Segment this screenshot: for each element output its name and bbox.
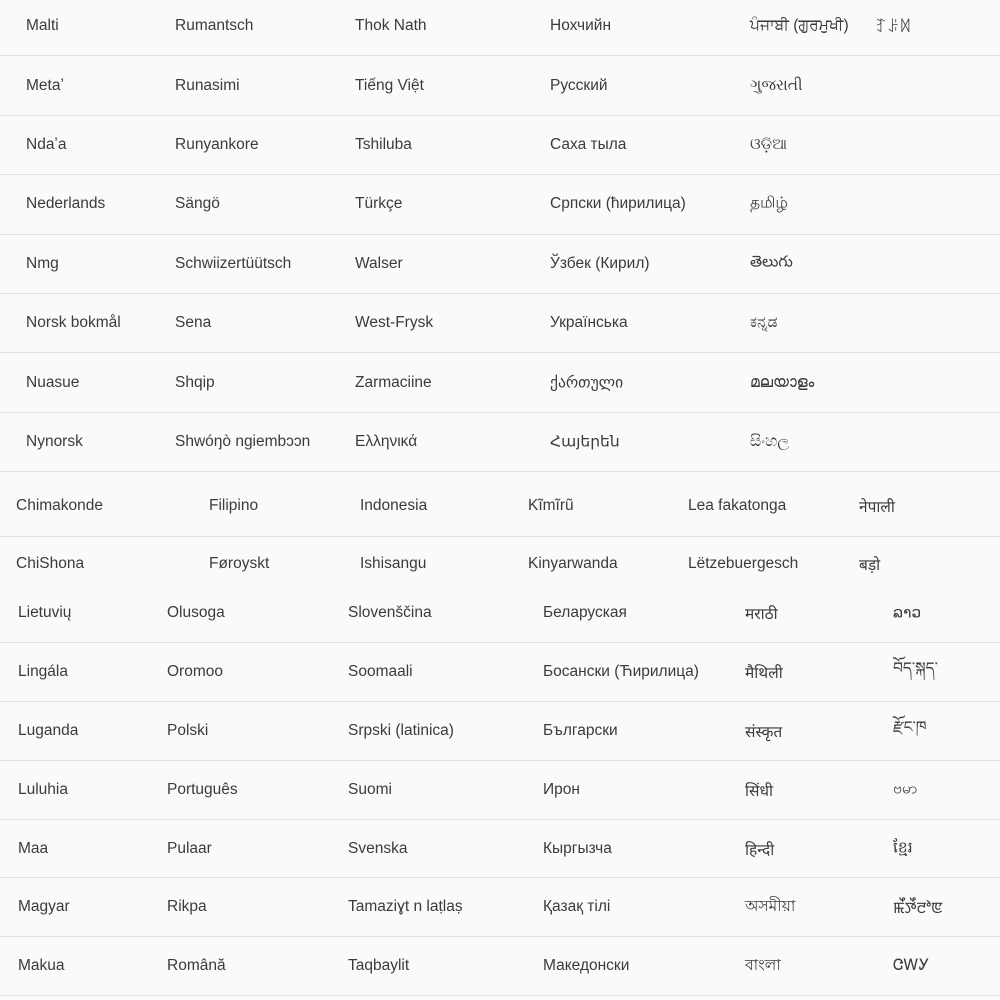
- language-item[interactable]: Norsk bokmål: [26, 314, 121, 332]
- language-item[interactable]: Makua: [18, 957, 65, 975]
- language-item[interactable]: मराठी: [745, 605, 778, 623]
- language-section: [0, 584, 1000, 996]
- language-item[interactable]: ಕನ್ನಡ: [750, 314, 778, 332]
- language-row: [0, 235, 1000, 294]
- language-item[interactable]: Нохчийн: [550, 17, 612, 35]
- language-item[interactable]: Kinyarwanda: [528, 555, 618, 573]
- language-item[interactable]: ᏣᎳᎩ: [893, 957, 930, 975]
- language-item[interactable]: Ирон: [543, 780, 580, 798]
- language-item[interactable]: Magyar: [18, 898, 70, 916]
- language-item[interactable]: West-Frysk: [355, 314, 434, 332]
- language-item[interactable]: རྫོང་ཁ: [893, 718, 927, 736]
- language-item[interactable]: Pulaar: [167, 839, 212, 857]
- language-item[interactable]: Nuasue: [26, 373, 80, 391]
- language-item[interactable]: Română: [167, 957, 226, 975]
- language-item[interactable]: Rumantsch: [175, 17, 254, 35]
- language-item[interactable]: बड़ो: [859, 557, 881, 575]
- language-item[interactable]: Srpski (latinica): [348, 721, 454, 739]
- language-row: [0, 537, 1000, 584]
- language-item[interactable]: Luganda: [18, 721, 79, 739]
- language-item[interactable]: മലയാളം: [750, 373, 815, 391]
- language-item[interactable]: ລາວ: [893, 604, 922, 622]
- language-item[interactable]: Slovenščina: [348, 603, 432, 621]
- language-item[interactable]: ગુજરાતી: [750, 76, 803, 94]
- language-item[interactable]: ଓଡ଼ିଆ: [750, 135, 788, 153]
- language-item[interactable]: Саха тыла: [550, 135, 627, 153]
- language-item[interactable]: ChiShona: [16, 555, 85, 573]
- language-item[interactable]: Հայերեն: [550, 433, 620, 451]
- language-row: [0, 353, 1000, 412]
- language-item[interactable]: অসমীয়া: [745, 898, 796, 916]
- language-item[interactable]: བོད་སྐད་: [893, 659, 938, 677]
- language-item[interactable]: Thok Nath: [355, 17, 427, 35]
- language-item[interactable]: Lingála: [18, 662, 68, 680]
- language-row: [0, 584, 1000, 643]
- language-item[interactable]: Босански (Ћирилица): [543, 662, 699, 680]
- language-item[interactable]: Tamaziɣt n laṭlaṣ: [348, 898, 463, 916]
- language-row: [0, 294, 1000, 353]
- language-item[interactable]: Sena: [175, 314, 212, 332]
- language-item[interactable]: Shwóŋò ngiembɔɔn: [175, 432, 311, 450]
- language-item[interactable]: ქართული: [550, 374, 624, 392]
- language-item[interactable]: Svenska: [348, 839, 408, 857]
- language-item[interactable]: Русский: [550, 76, 608, 94]
- language-item[interactable]: Ελληνικά: [355, 432, 418, 450]
- language-item[interactable]: Nederlands: [26, 195, 106, 213]
- language-item[interactable]: Oromoo: [167, 662, 223, 680]
- language-item[interactable]: Filipino: [209, 497, 259, 515]
- language-item[interactable]: Føroyskt: [209, 555, 270, 573]
- language-item[interactable]: ਪੰਜਾਬੀ (ਗੁਰਮੁਖੀ): [750, 17, 849, 35]
- language-item[interactable]: Chimakonde: [16, 497, 104, 515]
- language-item[interactable]: Lëtzebuergesch: [688, 555, 799, 573]
- language-item[interactable]: Kĩmĩrũ: [528, 497, 574, 515]
- language-item[interactable]: Tshiluba: [355, 135, 412, 153]
- language-item[interactable]: Taqbaylit: [348, 957, 410, 975]
- language-item[interactable]: Tiếng Việt: [355, 76, 424, 94]
- language-item[interactable]: ꆈꌠꉙ: [875, 19, 912, 37]
- language-item[interactable]: Runasimi: [175, 76, 240, 94]
- language-item[interactable]: ꯃꯩꯇꯩꯂꯣꯟ: [893, 900, 943, 918]
- language-item[interactable]: Українська: [550, 314, 628, 332]
- language-row: [0, 761, 1000, 820]
- language-item[interactable]: తెలుగు: [750, 253, 793, 271]
- language-item[interactable]: नेपाली: [859, 499, 895, 517]
- language-row: [0, 820, 1000, 879]
- language-item[interactable]: Lietuvių: [18, 603, 72, 621]
- language-row: [0, 937, 1000, 996]
- language-item[interactable]: Беларуская: [543, 603, 627, 621]
- language-item[interactable]: Кыргызча: [543, 839, 612, 857]
- language-section: [0, 477, 1000, 583]
- language-row: [0, 477, 1000, 537]
- language-item[interactable]: Suomi: [348, 780, 392, 798]
- language-item[interactable]: Ўзбек (Кирил): [550, 254, 650, 272]
- language-item[interactable]: Nmg: [26, 254, 59, 272]
- language-item[interactable]: Lea fakatonga: [688, 497, 787, 515]
- language-section: [0, 0, 1000, 472]
- language-item[interactable]: Português: [167, 780, 238, 798]
- language-item[interactable]: বাংলা: [745, 957, 781, 975]
- language-item[interactable]: Runyankore: [175, 135, 259, 153]
- language-item[interactable]: ខ្មែរ: [893, 839, 913, 856]
- language-item[interactable]: Македонски: [543, 957, 630, 975]
- language-item[interactable]: Zarmaciine: [355, 373, 432, 391]
- language-item[interactable]: सिंधी: [745, 782, 774, 800]
- language-item[interactable]: Ndaʼa: [26, 135, 67, 153]
- language-item[interactable]: Ishisangu: [360, 555, 427, 573]
- language-row: [0, 878, 1000, 937]
- language-row: [0, 56, 1000, 115]
- language-row: [0, 643, 1000, 702]
- language-item[interactable]: Indonesia: [360, 497, 428, 515]
- language-row: [0, 175, 1000, 234]
- language-item[interactable]: संस्कृत: [745, 723, 783, 741]
- language-item[interactable]: Olusoga: [167, 603, 225, 621]
- language-item[interactable]: Shqip: [175, 373, 215, 391]
- language-item[interactable]: Soomaali: [348, 662, 413, 680]
- language-item[interactable]: සිංහල: [750, 432, 790, 450]
- language-row: [0, 413, 1000, 472]
- language-row: [0, 0, 1000, 56]
- language-item[interactable]: Schwiizertüütsch: [175, 254, 292, 272]
- language-item[interactable]: Sängö: [175, 195, 220, 213]
- language-item[interactable]: Српски (ћирилица): [550, 195, 686, 213]
- language-row: [0, 116, 1000, 175]
- language-item[interactable]: हिन्दी: [745, 841, 775, 859]
- language-item[interactable]: मैथिली: [745, 664, 783, 682]
- language-item[interactable]: Metaʼ: [26, 76, 64, 94]
- language-item[interactable]: Қазақ тілі: [543, 898, 611, 916]
- language-item[interactable]: Malti: [26, 17, 59, 35]
- language-item[interactable]: Nynorsk: [26, 432, 83, 450]
- language-item[interactable]: Polski: [167, 721, 209, 739]
- language-item[interactable]: Walser: [355, 254, 403, 272]
- language-item[interactable]: Rikpa: [167, 898, 207, 916]
- language-item[interactable]: தமிழ்: [750, 194, 788, 212]
- language-row: [0, 702, 1000, 761]
- language-item[interactable]: Luluhia: [18, 780, 68, 798]
- language-item[interactable]: Maa: [18, 839, 49, 857]
- language-item[interactable]: ဗမာ: [893, 780, 918, 798]
- language-item[interactable]: Türkçe: [355, 195, 403, 213]
- language-item[interactable]: Български: [543, 721, 618, 739]
